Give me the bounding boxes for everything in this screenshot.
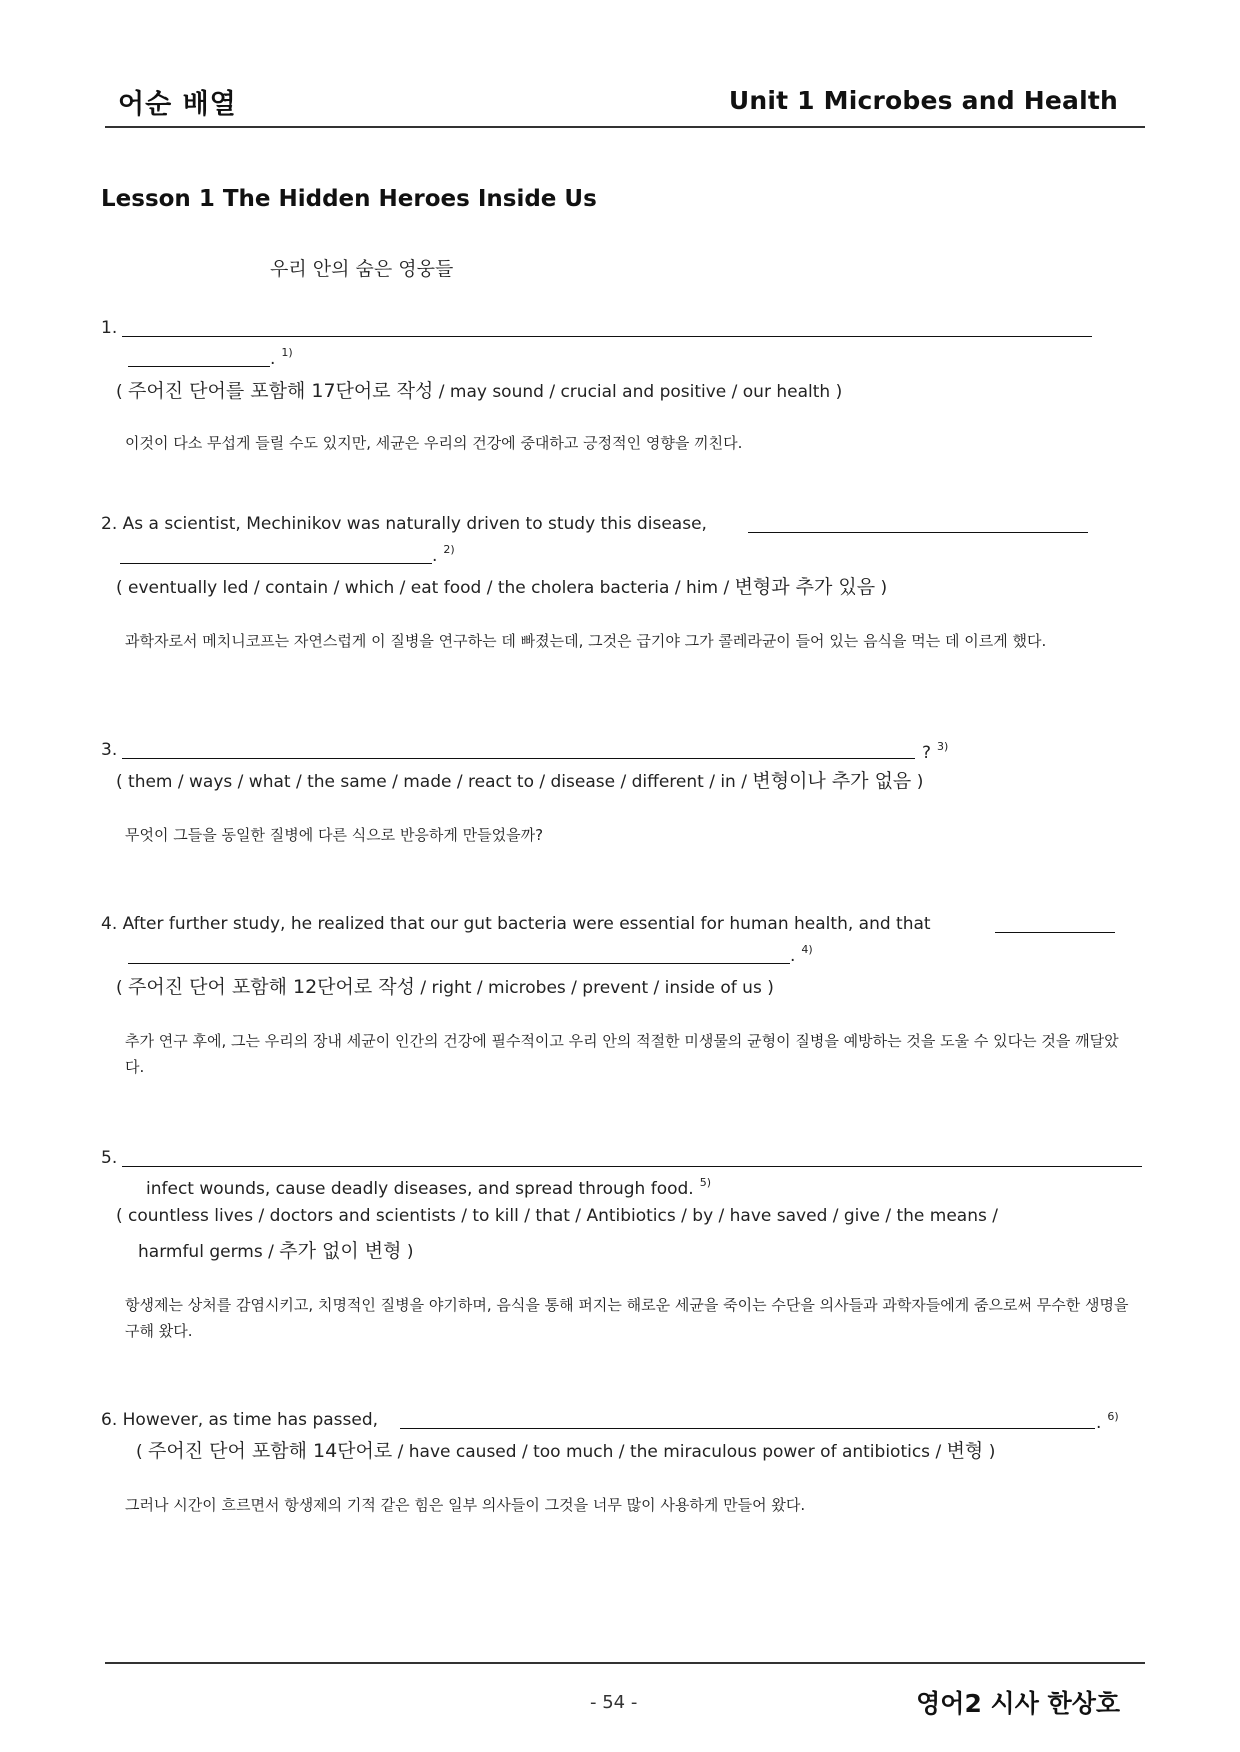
question-2-prompt: 2. As a scientist, Mechinikov was naturally driven to study this disease, [101,514,707,534]
question-3-number: 3. [101,740,118,760]
question-2-translation: 과학자로서 메치니코프는 자연스럽게 이 질병을 연구하는 데 빠졌는데, 그것은 급기야 그가 콜레라균이 들어 있는 음식을 먹는 데 이르게 했다. [125,632,1047,650]
footer-author: 영어2 시사 한상호 [916,1689,1120,1718]
footnote-marker: 1) [281,346,293,359]
question-2-answer-line-2[interactable] [120,563,432,564]
question-6-hint: ( 주어진 단어 포함해 14단어로 / have caused / too much / the miraculous power of antibiotics / 변형 ) [136,1440,996,1462]
footnote-marker: 6) [1107,1410,1119,1423]
footnote-marker: 4) [801,943,813,956]
question-4-hint: ( 주어진 단어 포함해 12단어로 작성 / right / microbes / prevent / inside of us ) [116,976,774,998]
page-number: - 54 - [590,1692,638,1713]
header-section-title: 어순 배열 [118,89,237,120]
question-4-end: . $^{4)}$ [790,943,813,966]
question-1-answer-line-1[interactable] [122,336,1092,337]
question-2-answer-line-1[interactable] [748,532,1088,533]
question-1-number: 1. [101,318,118,338]
question-4-translation: 추가 연구 후에, 그는 우리의 장내 세균이 인간의 건강에 필수적이고 우리 안의 적절한 미생물의 균형이 질병을 예방하는 것을 도울 수 있다는 것을 깨달았다. [125,1032,1119,1076]
footnote-marker: 2) [443,543,455,556]
question-2-end: . $^{2)}$ [432,543,455,566]
question-6-end: . $^{6)}$ [1096,1410,1119,1433]
lesson-title: Lesson 1 The Hidden Heroes Inside Us [101,186,597,212]
question-5-number: 5. [101,1148,118,1168]
footer-divider [105,1662,1145,1664]
question-4-answer-line-1[interactable] [995,932,1115,933]
question-3-translation: 무엇이 그들을 동일한 질병에 다른 식으로 반응하게 만들었을까? [125,826,544,844]
question-1-hint: ( 주어진 단어를 포함해 17단어로 작성 / may sound / crucial and positive / our health ) [116,380,843,402]
header-unit-title: Unit 1 Microbes and Health [728,86,1118,115]
question-6-prompt: 6. However, as time has passed, [101,1410,379,1430]
question-5-continuation: infect wounds, cause deadly diseases, and spread through food. $^{5)}$ [146,1176,711,1199]
question-4-answer-line-2[interactable] [128,963,790,964]
question-5-answer-line[interactable] [122,1166,1142,1167]
question-1-end [270,346,293,369]
header-divider [105,126,1145,128]
footnote-marker: 3) [937,740,949,753]
question-2-hint: ( eventually led / contain / which / eat food / the cholera bacteria / him / 변형과 추가 있음 ) [116,576,888,598]
question-5-hint-line-1: ( countless lives / doctors and scientists / to kill / that / Antibiotics / by / have saved / give / the means / [116,1206,998,1226]
question-3-hint: ( them / ways / what / the same / made / react to / disease / different / in / 변형이나 추가 없음 ) [116,770,924,792]
question-6-translation: 그러나 시간이 흐르면서 항생제의 기적 같은 힘은 일부 의사들이 그것을 너무 많이 사용하게 만들어 왔다. [125,1496,806,1514]
footnote-marker: 5) [699,1176,711,1189]
question-4-prompt: 4. After further study, he realized that our gut bacteria were essential for human health, and that [101,914,931,934]
question-1-answer-line-2[interactable] [128,366,270,367]
question-5-hint-line-2: harmful germs / 추가 없이 변형 ) [138,1240,414,1262]
question-1-translation: 이것이 다소 무섭게 들릴 수도 있지만, 세균은 우리의 건강에 중대하고 긍정적인 영향을 끼친다. [125,434,743,452]
question-5-translation: 항생제는 상처를 감염시키고, 치명적인 질병을 야기하며, 음식을 통해 퍼지는 해로운 세균을 죽이는 수단을 의사들과 과학자들에게 줌으로써 무수한 생명을 구해 왔다. [125,1296,1129,1340]
question-3-end: ? $^{3)}$ [922,740,949,763]
question-3-answer-line[interactable] [122,758,915,759]
end-punctuation: . [270,349,276,369]
question-6-answer-line[interactable] [400,1428,1095,1429]
lesson-subtitle: 우리 안의 숨은 영웅들 [270,258,454,280]
